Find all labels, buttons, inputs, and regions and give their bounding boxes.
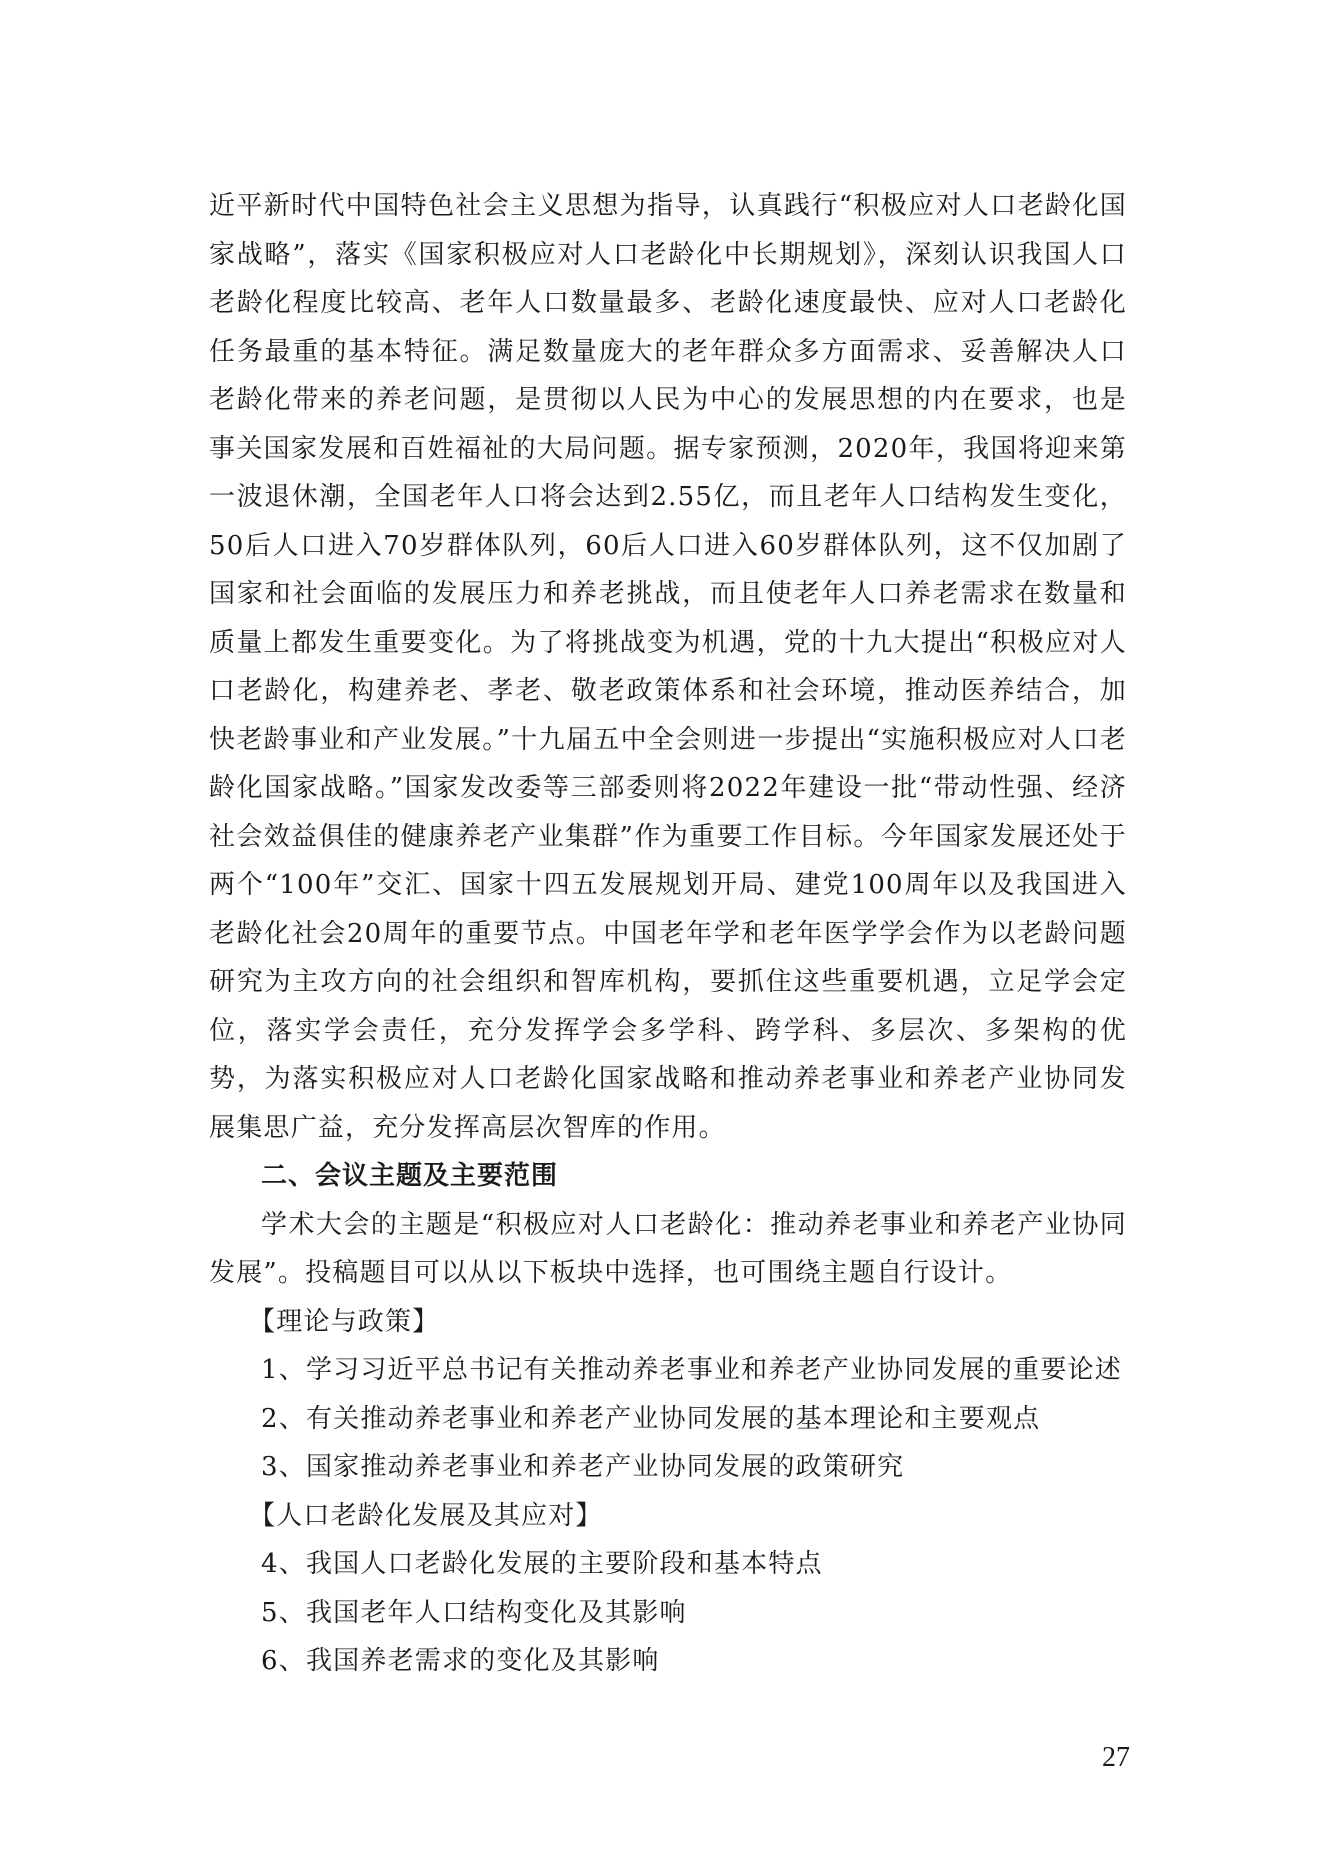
body-paragraph-2: 学术大会的主题是“积极应对人口老龄化：推动养老事业和养老产业协同发展”。投稿题目可以从以下板块中选择，也可围绕主题自行设计。 bbox=[209, 1209, 1127, 1288]
list-item: 4、我国人口老龄化发展的主要阶段和基本特点 bbox=[261, 1549, 823, 1579]
body-paragraph-1: 近平新时代中国特色社会主义思想为指导，认真践行“积极应对人口老龄化国家战略”，落实《国家积极应对人口老龄化中长期规划》，深刻认识我国人口老龄化程度比较高、老年人口数量最多、老龄化速度最快、应对人口老龄化任务最重的基本特征。满足数量庞大的老年群众多方面需求、妥善解决人口老龄化带来的养老问题，是贯彻以人民为中心的发展思想的内在要求，也是事关国家发展和百姓福祉的大局问题。据专家预测，2020年，我国将迎来第一波退休潮，全国老年人口将会达到2.55亿，而且老年人口结构发生变化，50后人口进入70岁群体队列，60后人口进入60岁群体队列，这不仅加剧了国家和社会面临的发展压力和养老挑战，而且使老年人口养老需求在数量和质量上都发生重要变化。为了将挑战变为机遇，党的十九大提出“积极应对人口老龄化，构建养老、孝老、敬老政策体系和社会环境，推动医养结合，加快老龄事业和产业发展。”十九届五中全会则进一步提出“实施积极应对人口老龄化国家战略。”国家发改委等三部委则将2022年建设一批“带动性强、经济社会效益俱佳的健康养老产业集群”作为重要工作目标。今年国家发展还处于两个“100年”交汇、国家十四五发展规划开局、建党100周年以及我国进入老龄化社会20周年的重要节点。中国老年学和老年医学学会作为以老龄问题研究为主攻方向的社会组织和智库机构，要抓住这些重要机遇，立足学会定位，落实学会责任，充分发挥学会多学科、跨学科、多层次、多架构的优势，为落实积极应对人口老龄化国家战略和推动养老事业和养老产业协同发展集思广益，充分发挥高层次智库的作用。 bbox=[209, 191, 1127, 1143]
section-heading-2: 二、会议主题及主要范围 bbox=[261, 1161, 559, 1191]
list-item: 3、国家推动养老事业和养老产业协同发展的政策研究 bbox=[261, 1452, 905, 1482]
page-content bbox=[209, 182, 1127, 1686]
topic-section-label: 【人口老龄化发展及其应对】 bbox=[249, 1500, 603, 1531]
topic-list-aging-response bbox=[209, 1492, 1127, 1686]
page-number: 27 bbox=[1102, 1742, 1130, 1773]
list-item: 1、学习习近平总书记有关推动养老事业和养老产业协同发展的重要论述 bbox=[261, 1355, 1122, 1385]
list-item: 2、有关推动养老事业和养老产业协同发展的基本理论和主要观点 bbox=[261, 1403, 1041, 1434]
list-item: 5、我国老年人口结构变化及其影响 bbox=[261, 1597, 687, 1628]
topic-list-theory-policy bbox=[209, 1298, 1127, 1492]
topic-section-label: 【理论与政策】 bbox=[249, 1306, 440, 1337]
list-item: 6、我国养老需求的变化及其影响 bbox=[261, 1646, 660, 1676]
